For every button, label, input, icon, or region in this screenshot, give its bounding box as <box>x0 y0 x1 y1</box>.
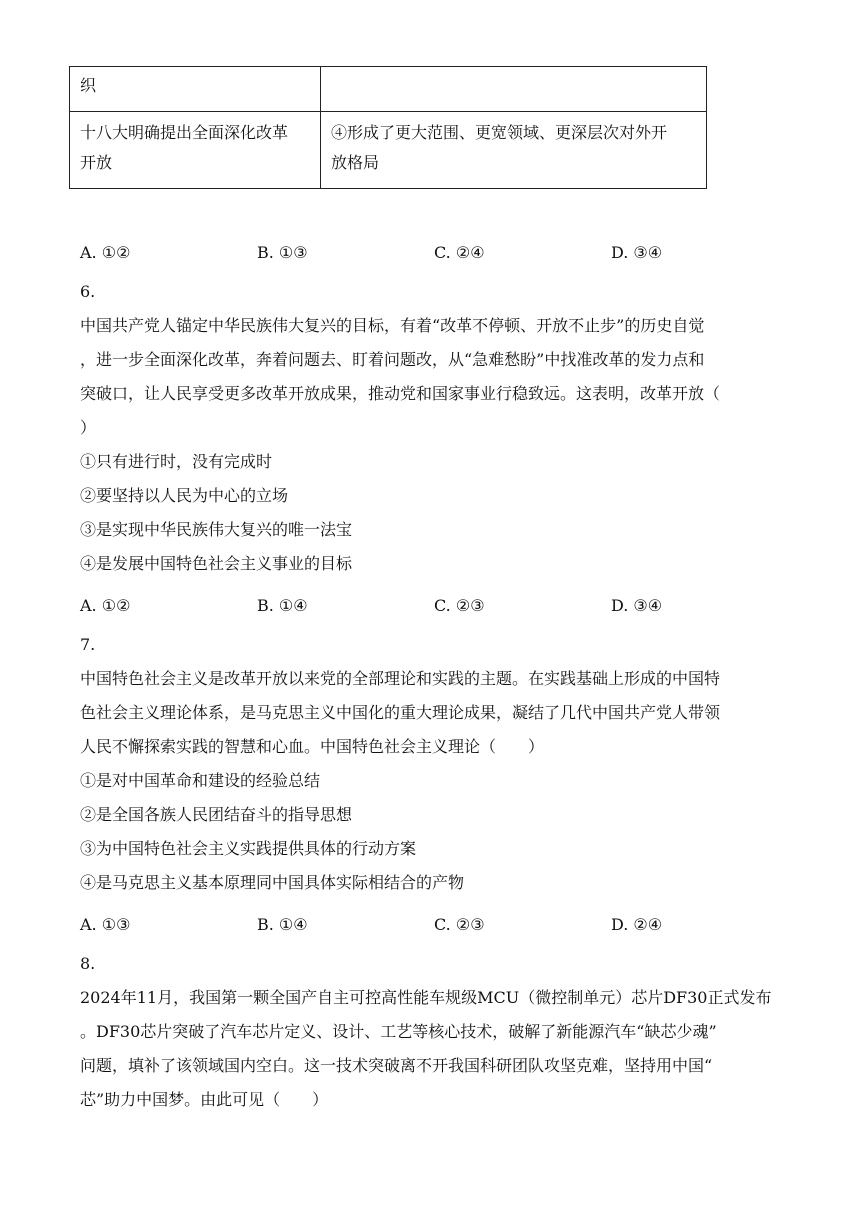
option-c[interactable]: C. ②③ <box>434 596 485 615</box>
statement-item: ③为中国特色社会主义实践提供具体的行动方案 <box>80 839 417 858</box>
question-number: 6. <box>80 282 96 301</box>
question-stem-line: 色社会主义理论体系，是马克思主义中国化的重大理论成果，凝结了几代中国共产党人带领 <box>80 703 721 722</box>
option-d[interactable]: D. ③④ <box>611 243 663 262</box>
question-stem-line: 问题，填补了该领域国内空白。这一技术突破离不开我国科研团队攻坚克难，坚持用中国“ <box>80 1056 713 1075</box>
table-cell-text: 织 <box>80 76 97 95</box>
statement-item: ②是全国各族人民团结奋斗的指导思想 <box>80 805 353 824</box>
table-cell-text: 十八大明确提出全面深化改革 <box>80 123 289 142</box>
question-number: 7. <box>80 635 96 654</box>
option-a[interactable]: A. ①③ <box>80 915 131 934</box>
option-b[interactable]: B. ①③ <box>257 243 308 262</box>
option-c[interactable]: C. ②④ <box>434 243 485 262</box>
statement-item: ①只有进行时，没有完成时 <box>80 452 273 471</box>
option-d[interactable]: D. ③④ <box>611 596 663 615</box>
q5-options <box>80 243 780 265</box>
question-stem-line: 人民不懈探索实践的智慧和心血。中国特色社会主义理论（ ） <box>80 737 545 756</box>
question-stem-line: 芯”助力中国梦。由此可见（ ） <box>80 1090 329 1109</box>
option-d[interactable]: D. ②④ <box>611 915 663 934</box>
q7-options <box>80 915 780 937</box>
question-stem-line: 中国特色社会主义是改革开放以来党的全部理论和实践的主题。在实践基础上形成的中国特 <box>80 669 721 688</box>
q6-options <box>80 596 780 618</box>
table-cell <box>70 67 321 112</box>
table-cell-text: 放格局 <box>331 153 380 172</box>
table-cell <box>321 67 707 112</box>
question-stem-line: 突破口，让人民享受更多改革开放成果，推动党和国家事业行稳致远。这表明，改革开放（ <box>80 384 721 403</box>
option-b[interactable]: B. ①④ <box>257 596 308 615</box>
question-stem-line: 中国共产党人锚定中华民族伟大复兴的目标，有着“改革不停顿、开放不止步”的历史自觉 <box>80 316 705 335</box>
matching-table <box>69 66 707 189</box>
question-stem-line: 2024年11月，我国第一颗全国产自主可控高性能车规级MCU（微控制单元）芯片DF30正式发布 <box>80 988 772 1007</box>
question-stem-line: 。DF30芯片突破了汽车芯片定义、设计、工艺等核心技术，破解了新能源汽车“缺芯少魂” <box>80 1022 717 1041</box>
statement-item: ③是实现中华民族伟大复兴的唯一法宝 <box>80 520 353 539</box>
question-number: 8. <box>80 954 96 973</box>
question-stem-line: ） <box>80 418 97 437</box>
option-a[interactable]: A. ①② <box>80 243 131 262</box>
table-cell-text: 开放 <box>80 153 113 172</box>
option-b[interactable]: B. ①④ <box>257 915 308 934</box>
table-cell <box>70 112 321 189</box>
question-stem-line: ，进一步全面深化改革，奔着问题去、盯着问题改，从“急难愁盼”中找准改革的发力点和 <box>80 350 705 369</box>
option-a[interactable]: A. ①② <box>80 596 131 615</box>
option-c[interactable]: C. ②③ <box>434 915 485 934</box>
statement-item: ④是马克思主义基本原理同中国具体实际相结合的产物 <box>80 873 465 892</box>
statement-item: ①是对中国革命和建设的经验总结 <box>80 771 321 790</box>
table-cell <box>321 112 707 189</box>
table-row <box>70 112 707 189</box>
table-cell-text: ④形成了更大范围、更宽领域、更深层次对外开 <box>331 123 668 142</box>
statement-item: ④是发展中国特色社会主义事业的目标 <box>80 554 353 573</box>
table-row <box>70 67 707 112</box>
statement-item: ②要坚持以人民为中心的立场 <box>80 486 289 505</box>
